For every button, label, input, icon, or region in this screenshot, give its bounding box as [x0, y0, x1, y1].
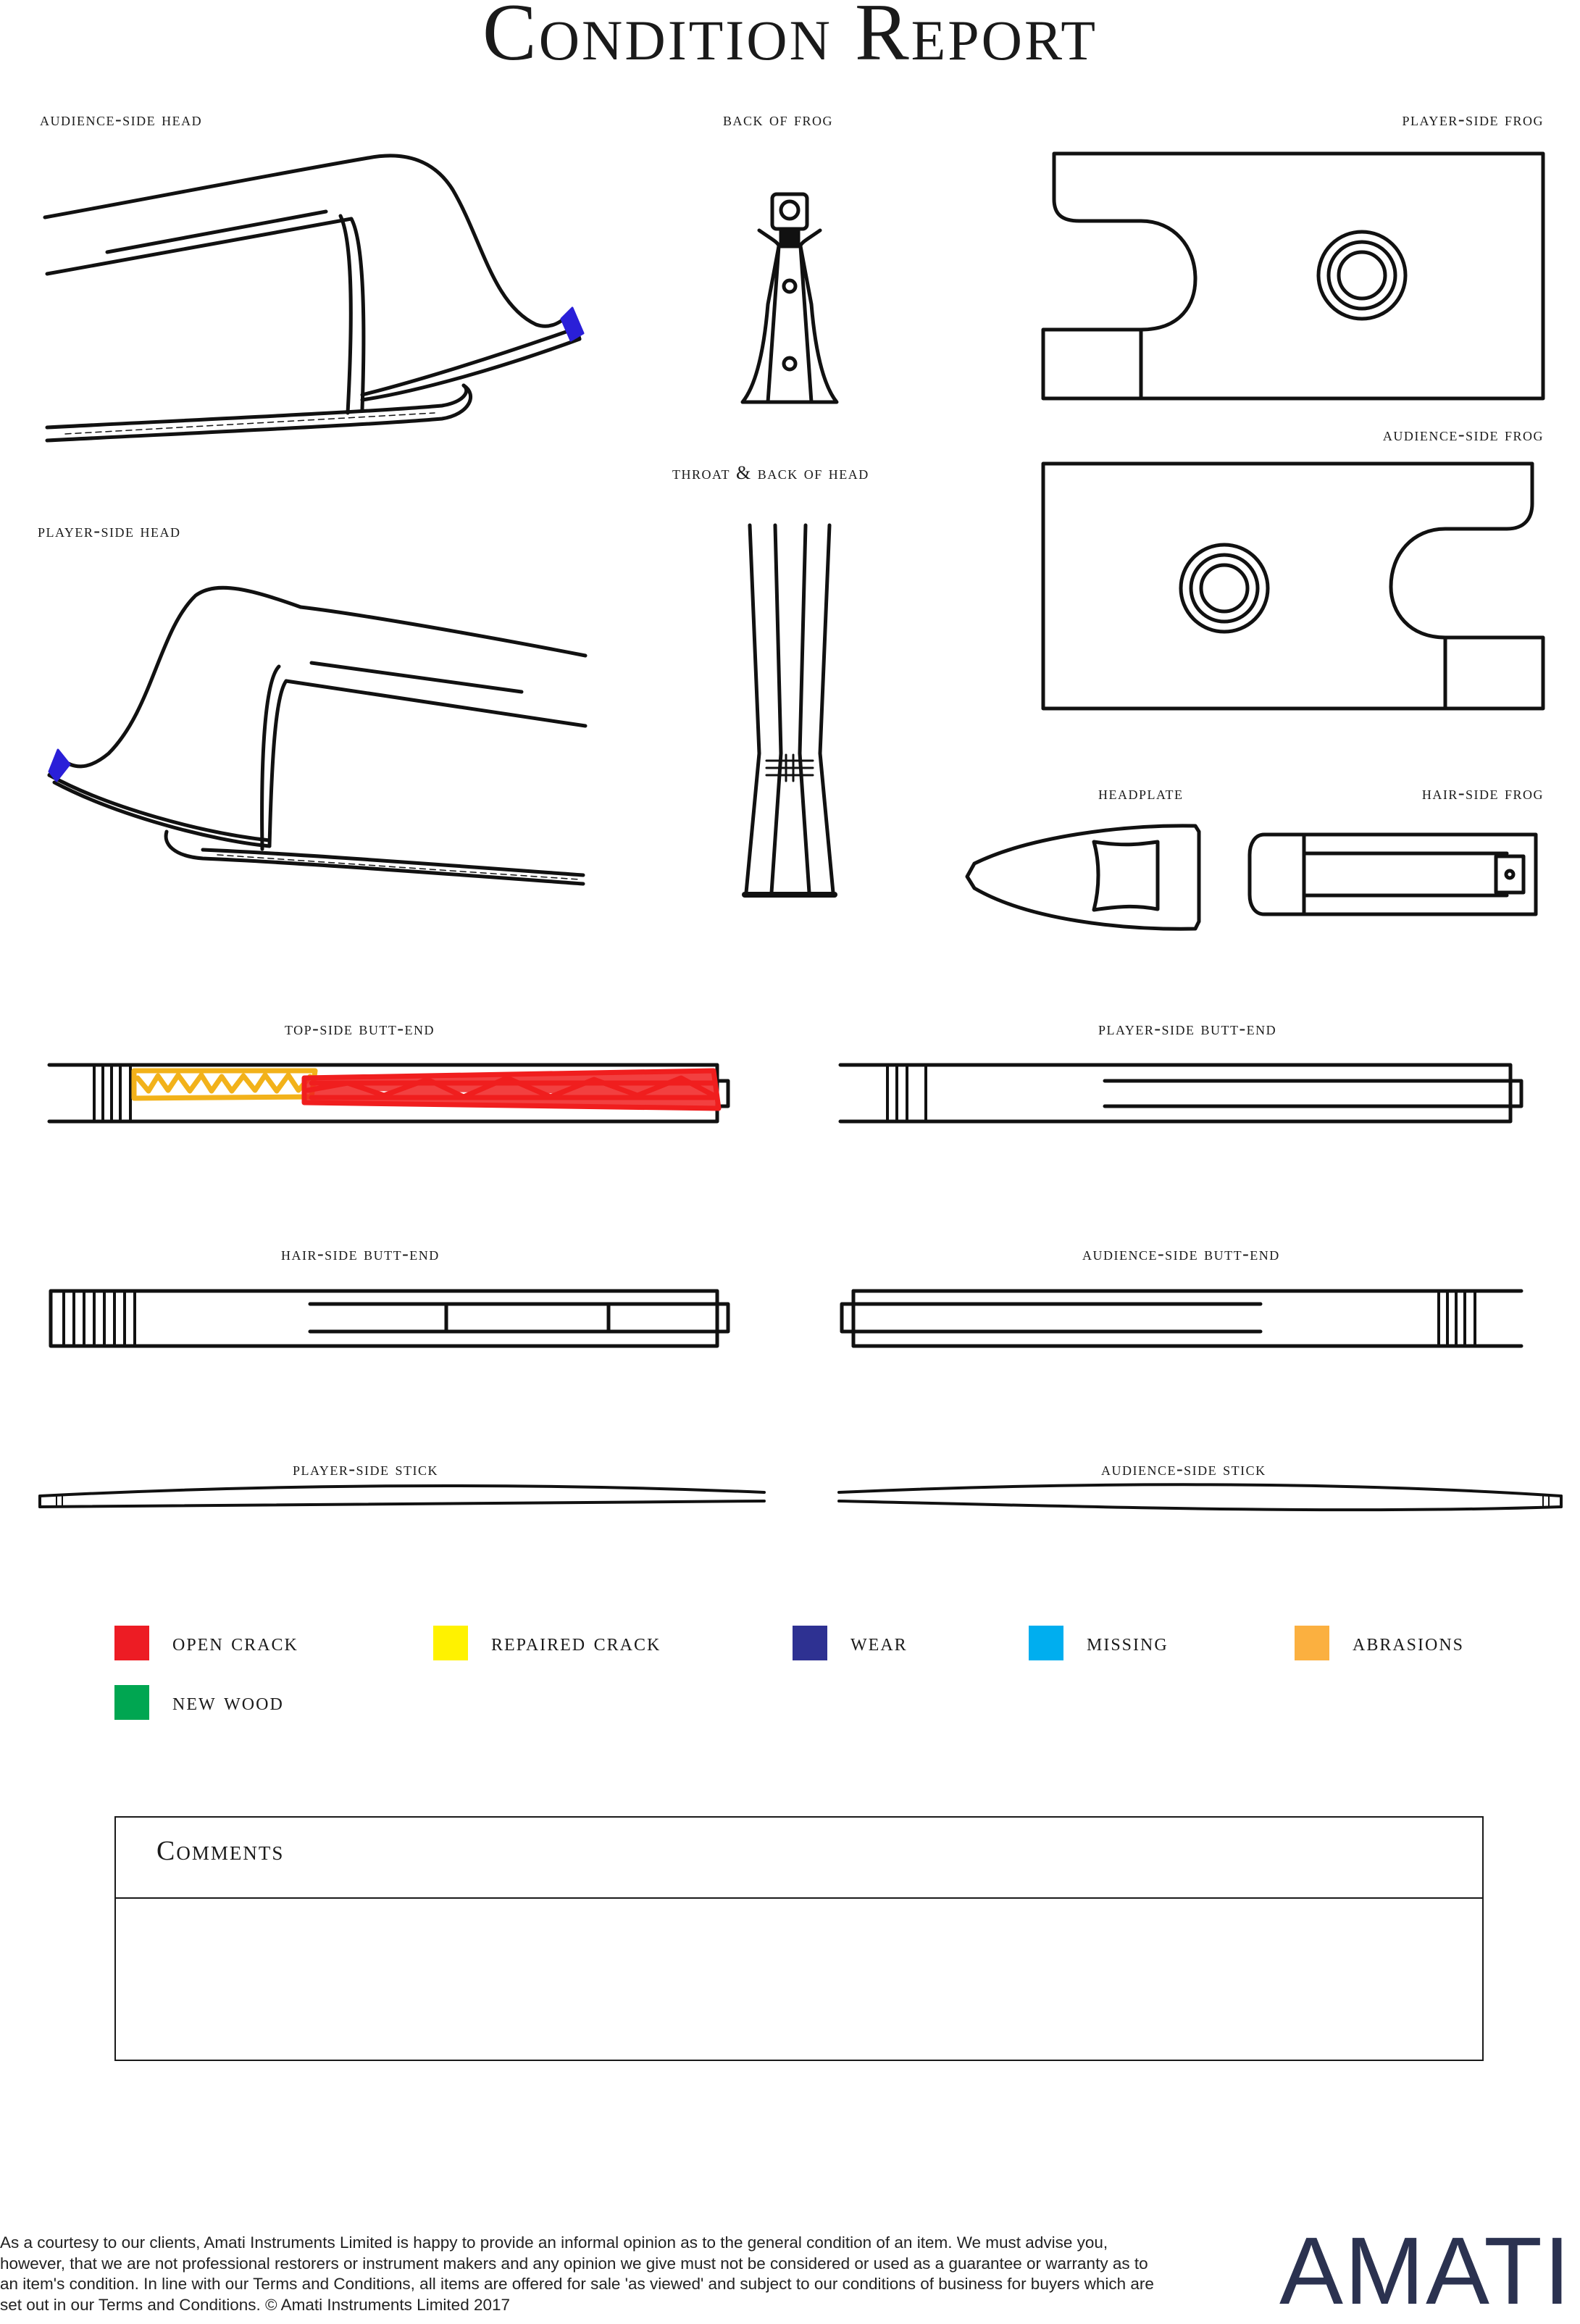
- legend-swatch: [114, 1685, 149, 1720]
- wear-mark-audience-head: [561, 308, 583, 340]
- comments-box: [114, 1816, 1484, 2061]
- label-audience-side-frog: audience-side frog: [1382, 424, 1544, 445]
- open-crack-mark-top-butt: [304, 1071, 719, 1108]
- throat-back-of-head-drawing: [745, 525, 835, 895]
- player-side-stick-drawing: [40, 1486, 764, 1507]
- label-player-side-stick: player-side stick: [293, 1458, 439, 1479]
- player-side-butt-end-drawing: [840, 1065, 1521, 1121]
- headplate-drawing: [967, 826, 1199, 929]
- label-hair-side-frog: hair-side frog: [1421, 782, 1544, 803]
- label-audience-side-butt-end: audience-side butt-end: [1082, 1243, 1280, 1264]
- hair-side-butt-end-drawing: [51, 1291, 728, 1346]
- audience-side-stick-drawing: [839, 1484, 1561, 1510]
- player-side-head-drawing: [49, 588, 585, 884]
- comments-title: Comments: [156, 1836, 285, 1866]
- label-player-side-butt-end: player-side butt-end: [1098, 1018, 1277, 1039]
- page-title: Condition Report: [482, 0, 1098, 78]
- legend-label: new wood: [172, 1689, 284, 1715]
- legend-swatch: [114, 1626, 149, 1660]
- brand-logo: AMATI: [1279, 2218, 1572, 2324]
- label-back-of-frog: back of frog: [723, 109, 834, 130]
- wear-mark-player-head: [49, 750, 70, 781]
- comments-header: [116, 1818, 1482, 1899]
- legend-swatch: [793, 1626, 827, 1660]
- legend-label: abrasions: [1353, 1629, 1465, 1656]
- label-throat-back-of-head: throat & back of head: [672, 462, 869, 483]
- audience-side-frog-drawing: [1043, 464, 1543, 709]
- label-player-side-frog: player-side frog: [1402, 109, 1544, 130]
- label-audience-side-stick: audience-side stick: [1101, 1458, 1266, 1479]
- label-headplate: headplate: [1098, 782, 1184, 803]
- hair-side-frog-drawing: [1250, 835, 1536, 914]
- audience-side-head-drawing: [45, 156, 580, 440]
- legend-swatch: [1029, 1626, 1063, 1660]
- disclaimer-text: As a courtesy to our clients, Amati Instruments Limited is happy to provide an informal opinion as to the general condition of an item. We must advise you, however, that we are not professional restorers or instrument makers and any opinion we give must not be considered or used as a guarantee or warranty as to an item's condition. In line with our Terms and Conditions, all items are offered for sale 'as viewed' and subject to our conditions of business for buyers which are set out in our Terms and Conditions. © Amati Instruments Limited 2017: [0, 2233, 1154, 2314]
- legend-label: open crack: [172, 1629, 298, 1656]
- audience-side-butt-end-drawing: [842, 1291, 1521, 1346]
- label-top-side-butt-end: top-side butt-end: [285, 1018, 435, 1039]
- player-side-frog-drawing: [1043, 154, 1543, 398]
- abrasion-mark-top-butt: [134, 1071, 315, 1098]
- label-player-side-head: player-side head: [38, 520, 181, 541]
- legend-label: missing: [1087, 1629, 1169, 1656]
- label-hair-side-butt-end: hair-side butt-end: [281, 1243, 440, 1264]
- legend-label: wear: [850, 1629, 908, 1656]
- legend-label: repaired crack: [491, 1629, 661, 1656]
- legend-swatch: [433, 1626, 468, 1660]
- back-of-frog-drawing: [743, 194, 837, 402]
- label-audience-side-head: audience-side head: [40, 109, 203, 130]
- comments-field[interactable]: [116, 1899, 1482, 2061]
- legend-swatch: [1295, 1626, 1329, 1660]
